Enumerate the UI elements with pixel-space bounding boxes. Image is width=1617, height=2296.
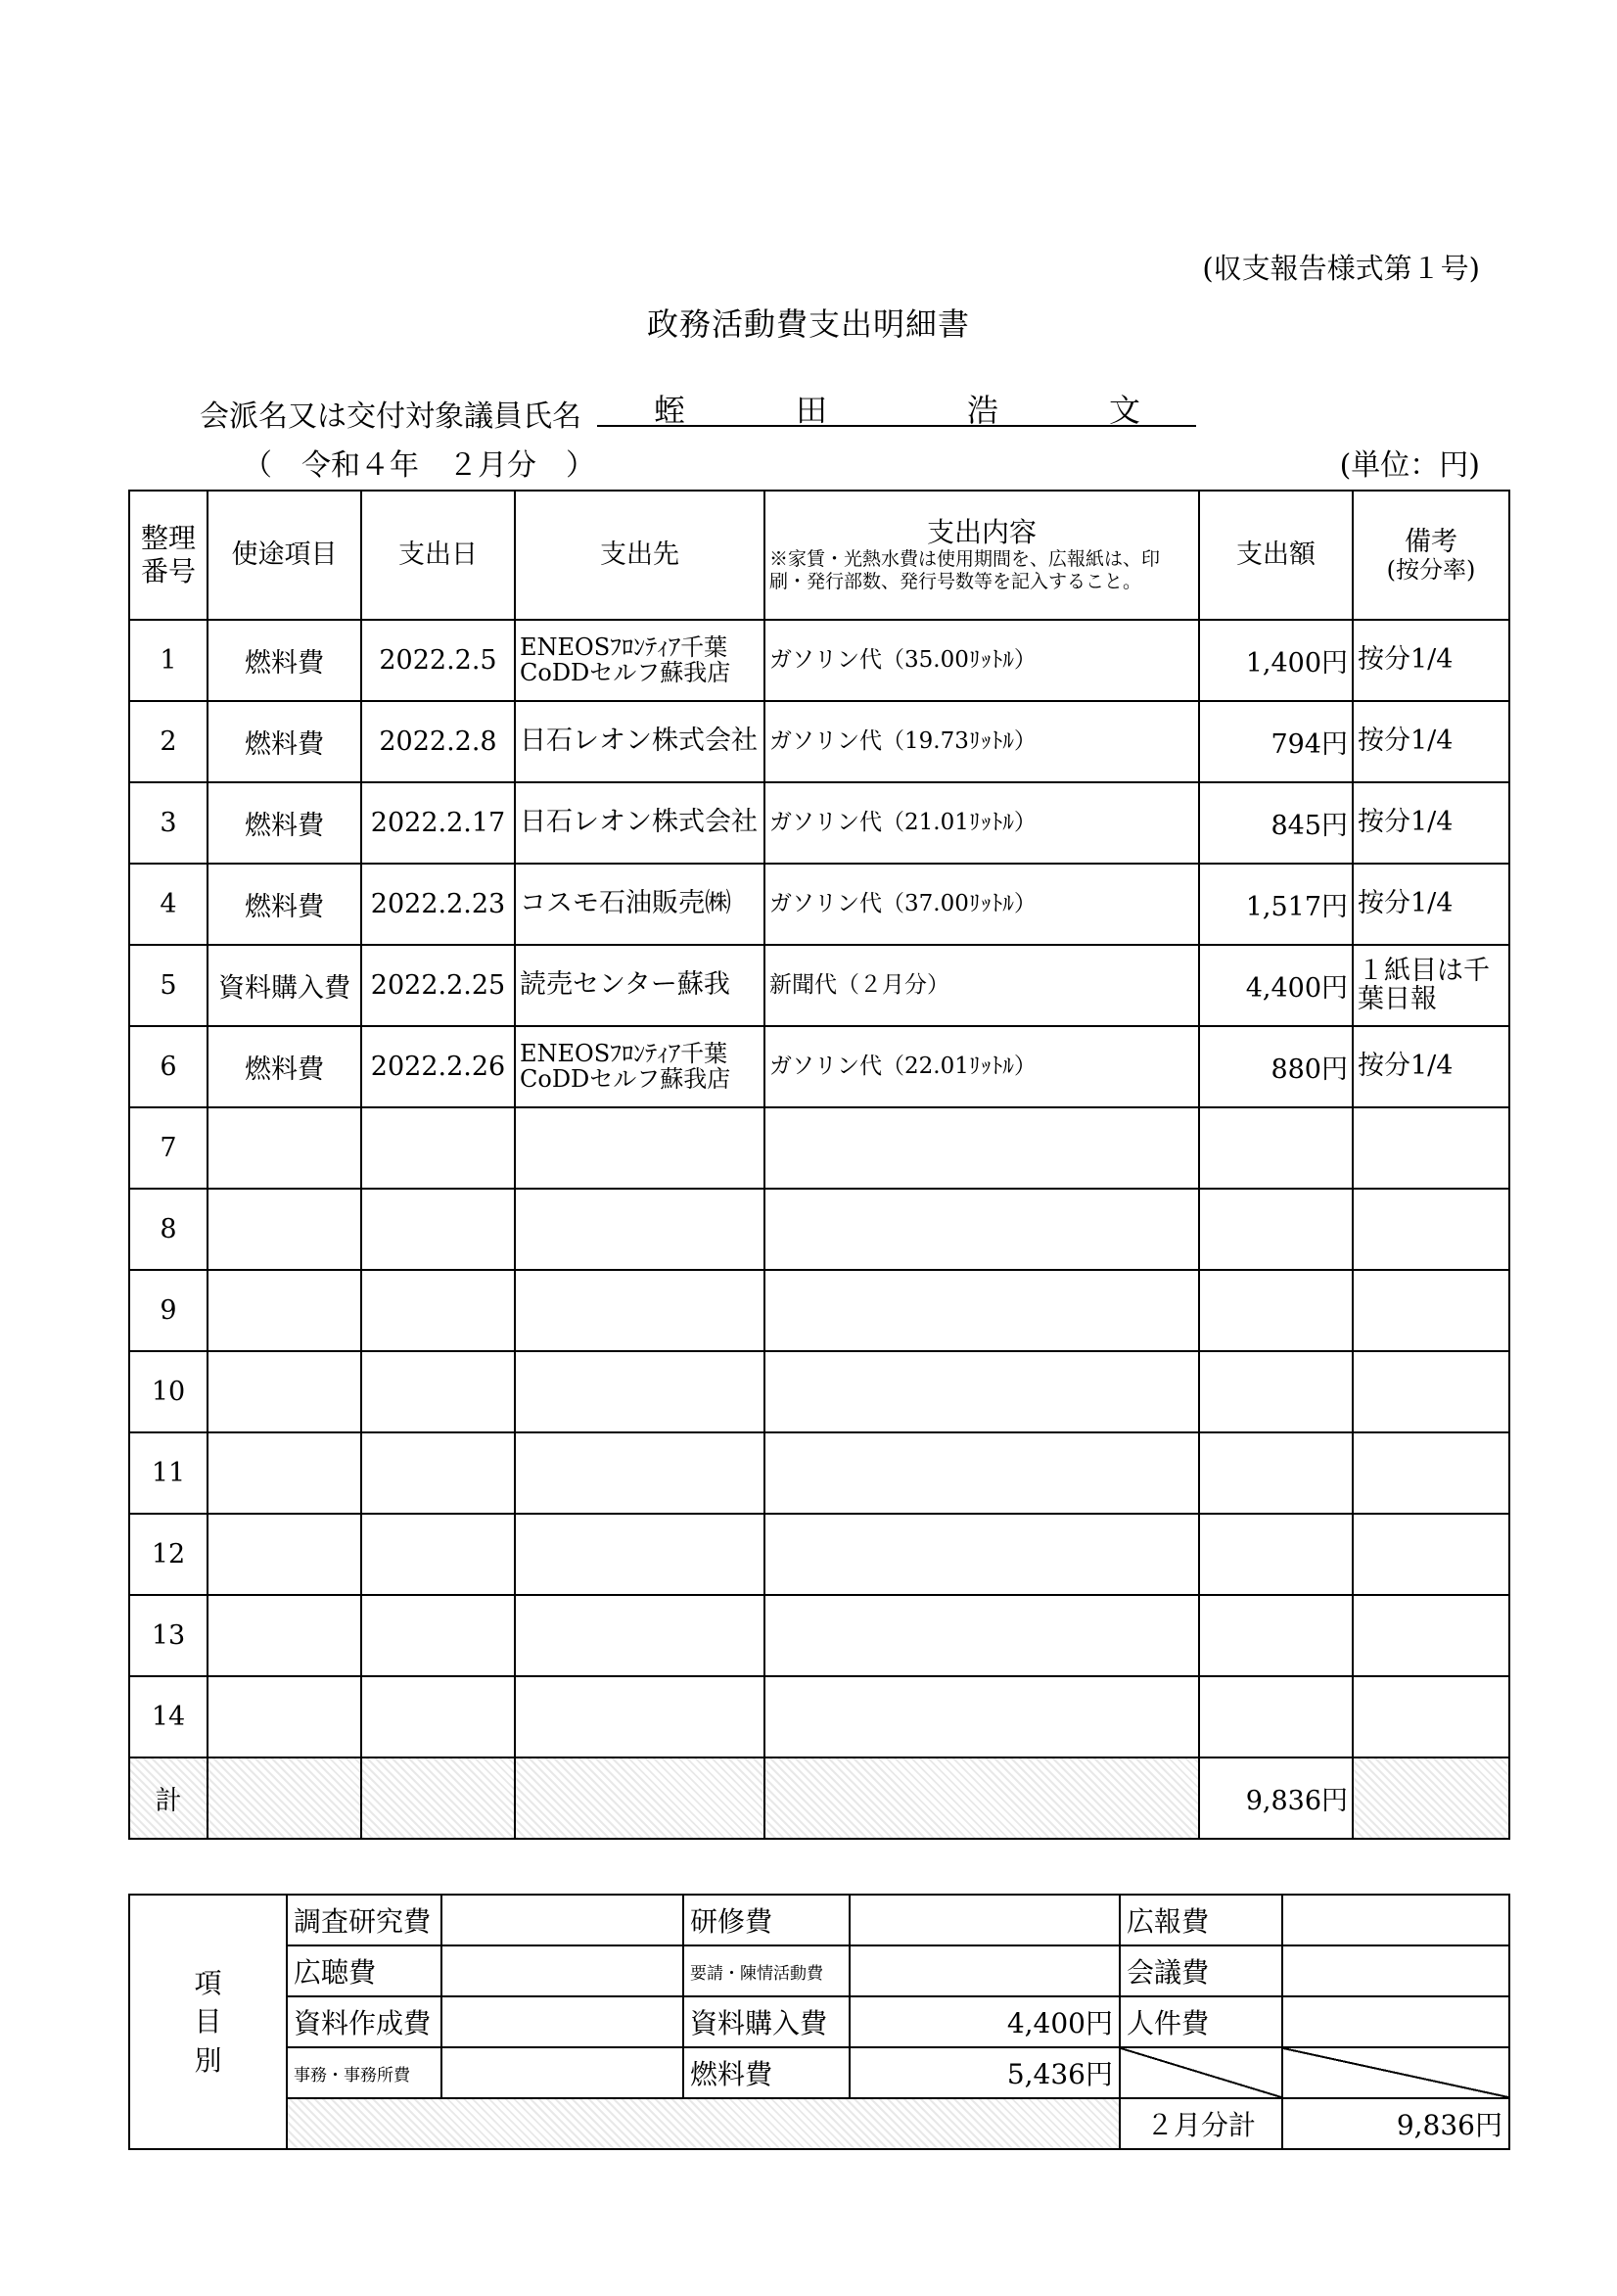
row-payee: ENEOSﾌﾛﾝﾃｨｱ千葉CoDDセルフ蘇我店 <box>515 1026 764 1107</box>
row-remarks: 按分1/4 <box>1353 1026 1509 1107</box>
total-row <box>129 1757 1509 1839</box>
row-purpose: 燃料費 <box>208 782 361 864</box>
form-number: (収支報告様式第１号) <box>1202 252 1480 285</box>
row-purpose <box>208 1270 361 1351</box>
row-payee <box>515 1270 764 1351</box>
row-amount: 1,400円 <box>1199 620 1353 701</box>
header-purpose: 使途項目 <box>208 491 361 620</box>
cat-meeting-label: 会議費 <box>1120 1945 1282 1996</box>
row-purpose <box>208 1432 361 1514</box>
table-row <box>129 1107 1509 1189</box>
cat-office-amount <box>441 2047 683 2098</box>
table-row <box>129 782 1509 864</box>
row-number: 11 <box>129 1432 208 1514</box>
cat-materials-creation-label: 資料作成費 <box>287 1996 441 2047</box>
cat-petition-label: 要請・陳情活動費 <box>683 1945 850 1996</box>
header-content-note: ※家賃・光熱水費は使用期間を、広報紙は、印刷・発行部数、発行号数等を記入すること。 <box>769 548 1161 593</box>
row-content <box>764 1107 1199 1189</box>
row-content <box>764 1189 1199 1270</box>
row-payee <box>515 1432 764 1514</box>
row-amount <box>1199 1676 1353 1757</box>
header-row <box>129 491 1509 620</box>
cat-fuel-amount: 5,436円 <box>850 2047 1120 2098</box>
name-field <box>597 386 1196 427</box>
row-payee: コスモ石油販売㈱ <box>515 864 764 945</box>
row-content: ガソリン代（35.00ﾘｯﾄﾙ） <box>764 620 1199 701</box>
row-amount <box>1199 1595 1353 1676</box>
row-content: 新聞代（２月分） <box>764 945 1199 1026</box>
row-purpose: 資料購入費 <box>208 945 361 1026</box>
row-purpose <box>208 1595 361 1676</box>
table-row <box>129 1514 1509 1595</box>
total-blank <box>764 1757 1199 1839</box>
cat-publicity-amount <box>1282 1895 1509 1945</box>
cat-materials-purchase-amount: 4,400円 <box>850 1996 1120 2047</box>
row-payee: 読売センター蘇我 <box>515 945 764 1026</box>
row-amount: 4,400円 <box>1199 945 1353 1026</box>
cat-training-label: 研修費 <box>683 1895 850 1945</box>
row-payee: 日石レオン株式会社 <box>515 782 764 864</box>
row-remarks: 按分1/4 <box>1353 864 1509 945</box>
cat-petition-amount <box>850 1945 1120 1996</box>
header-amount: 支出額 <box>1199 491 1353 620</box>
header-remarks <box>1353 491 1509 620</box>
row-date: 2022.2.17 <box>361 782 515 864</box>
row-payee <box>515 1189 764 1270</box>
cat-fuel-label: 燃料費 <box>683 2047 850 2098</box>
row-purpose: 燃料費 <box>208 1026 361 1107</box>
row-date: 2022.2.5 <box>361 620 515 701</box>
name-char-2: 田 <box>796 392 828 429</box>
row-payee <box>515 1514 764 1595</box>
row-content: ガソリン代（22.01ﾘｯﾄﾙ） <box>764 1026 1199 1107</box>
crossed-out-cell <box>1282 2047 1509 2098</box>
header-payee: 支出先 <box>515 491 764 620</box>
table-row <box>129 1189 1509 1270</box>
row-purpose <box>208 1107 361 1189</box>
total-blank <box>515 1757 764 1839</box>
cat-publicity-label: 広報費 <box>1120 1895 1282 1945</box>
total-blank <box>208 1757 361 1839</box>
row-number: 2 <box>129 701 208 782</box>
row-payee <box>515 1107 764 1189</box>
crossed-out-cell <box>1120 2047 1282 2098</box>
cat-materials-purchase-label: 資料購入費 <box>683 1996 850 2047</box>
row-payee <box>515 1676 764 1757</box>
row-remarks: 按分1/4 <box>1353 782 1509 864</box>
row-amount <box>1199 1107 1353 1189</box>
row-date <box>361 1351 515 1432</box>
period: （ 令和４年 ２月分 ） <box>243 448 595 483</box>
row-date: 2022.2.26 <box>361 1026 515 1107</box>
row-payee: ENEOSﾌﾛﾝﾃｨｱ千葉CoDDセルフ蘇我店 <box>515 620 764 701</box>
month-total-amount: 9,836円 <box>1282 2098 1509 2149</box>
row-remarks: 按分1/4 <box>1353 620 1509 701</box>
row-amount <box>1199 1432 1353 1514</box>
total-blank <box>1353 1757 1509 1839</box>
cat-personnel-amount <box>1282 1996 1509 2047</box>
row-date <box>361 1595 515 1676</box>
row-date: 2022.2.25 <box>361 945 515 1026</box>
row-number: 3 <box>129 782 208 864</box>
expense-table <box>128 490 1510 1840</box>
row-number: 8 <box>129 1189 208 1270</box>
header-content-title: 支出内容 <box>926 516 1037 549</box>
header-number: 整理番号 <box>129 491 208 620</box>
row-amount: 1,517円 <box>1199 864 1353 945</box>
row-date <box>361 1270 515 1351</box>
cat-meeting-amount <box>1282 1945 1509 1996</box>
cat-office-label: 事務・事務所費 <box>287 2047 441 2098</box>
row-amount: 880円 <box>1199 1026 1353 1107</box>
row-payee <box>515 1351 764 1432</box>
unit-label: (単位：円) <box>1339 448 1480 483</box>
total-amount: 9,836円 <box>1199 1757 1353 1839</box>
row-number: 14 <box>129 1676 208 1757</box>
row-amount <box>1199 1189 1353 1270</box>
row-date: 2022.2.8 <box>361 701 515 782</box>
table-row <box>129 701 1509 782</box>
row-payee <box>515 1595 764 1676</box>
cat-materials-creation-amount <box>441 1996 683 2047</box>
cat-hearing-amount <box>441 1945 683 1996</box>
category-table <box>128 1894 1510 2150</box>
row-purpose <box>208 1189 361 1270</box>
row-payee: 日石レオン株式会社 <box>515 701 764 782</box>
table-row <box>129 1676 1509 1757</box>
row-remarks <box>1353 1107 1509 1189</box>
total-label: 計 <box>129 1757 208 1839</box>
table-row <box>129 1351 1509 1432</box>
name-char-1: 蛭 <box>654 392 686 429</box>
row-amount <box>1199 1270 1353 1351</box>
row-amount: 845円 <box>1199 782 1353 864</box>
cat-personnel-label: 人件費 <box>1120 1996 1282 2047</box>
total-blank <box>361 1757 515 1839</box>
row-remarks <box>1353 1676 1509 1757</box>
table-row <box>129 864 1509 945</box>
row-date <box>361 1676 515 1757</box>
cat-research-amount <box>441 1895 683 1945</box>
table-row <box>129 1270 1509 1351</box>
name-label: 会派名又は交付対象議員氏名 <box>200 399 581 434</box>
row-date <box>361 1432 515 1514</box>
row-content <box>764 1432 1199 1514</box>
row-content <box>764 1270 1199 1351</box>
row-date <box>361 1189 515 1270</box>
table-row <box>129 945 1509 1026</box>
table-row <box>129 1595 1509 1676</box>
row-content <box>764 1351 1199 1432</box>
row-content: ガソリン代（21.01ﾘｯﾄﾙ） <box>764 782 1199 864</box>
table-row <box>129 1432 1509 1514</box>
row-remarks <box>1353 1189 1509 1270</box>
row-purpose: 燃料費 <box>208 864 361 945</box>
row-remarks <box>1353 1432 1509 1514</box>
cat-hearing-label: 広聴費 <box>287 1945 441 1996</box>
row-purpose <box>208 1351 361 1432</box>
row-content <box>764 1676 1199 1757</box>
document-title: 政務活動費支出明細書 <box>646 305 970 343</box>
header-date: 支出日 <box>361 491 515 620</box>
row-remarks <box>1353 1514 1509 1595</box>
row-content <box>764 1514 1199 1595</box>
row-date <box>361 1107 515 1189</box>
row-amount: 794円 <box>1199 701 1353 782</box>
cat-training-amount <box>850 1895 1120 1945</box>
header-content <box>764 491 1199 620</box>
row-purpose <box>208 1676 361 1757</box>
row-number: 12 <box>129 1514 208 1595</box>
row-remarks: 按分1/4 <box>1353 701 1509 782</box>
row-amount <box>1199 1514 1353 1595</box>
row-number: 10 <box>129 1351 208 1432</box>
row-amount <box>1199 1351 1353 1432</box>
category-label: 項目別 <box>129 1895 287 2149</box>
row-purpose <box>208 1514 361 1595</box>
row-number: 1 <box>129 620 208 701</box>
cat-research-label: 調査研究費 <box>287 1895 441 1945</box>
row-purpose: 燃料費 <box>208 701 361 782</box>
name-char-3: 浩 <box>967 392 999 429</box>
row-content: ガソリン代（19.73ﾘｯﾄﾙ） <box>764 701 1199 782</box>
row-number: 4 <box>129 864 208 945</box>
header-remarks-sub: (按分率) <box>1386 555 1476 584</box>
table-row <box>129 1026 1509 1107</box>
row-remarks: １紙目は千葉日報 <box>1353 945 1509 1026</box>
table-row <box>129 620 1509 701</box>
row-content: ガソリン代（37.00ﾘｯﾄﾙ） <box>764 864 1199 945</box>
row-number: 5 <box>129 945 208 1026</box>
row-date <box>361 1514 515 1595</box>
row-date: 2022.2.23 <box>361 864 515 945</box>
row-remarks <box>1353 1351 1509 1432</box>
row-number: 6 <box>129 1026 208 1107</box>
row-purpose: 燃料費 <box>208 620 361 701</box>
row-number: 9 <box>129 1270 208 1351</box>
header-remarks-title: 備考 <box>1405 526 1457 557</box>
row-number: 13 <box>129 1595 208 1676</box>
month-total-label: ２月分計 <box>1120 2098 1282 2149</box>
row-number: 7 <box>129 1107 208 1189</box>
row-remarks <box>1353 1270 1509 1351</box>
shaded-blank <box>287 2098 1120 2149</box>
row-remarks <box>1353 1595 1509 1676</box>
row-content <box>764 1595 1199 1676</box>
name-char-4: 文 <box>1109 392 1141 429</box>
